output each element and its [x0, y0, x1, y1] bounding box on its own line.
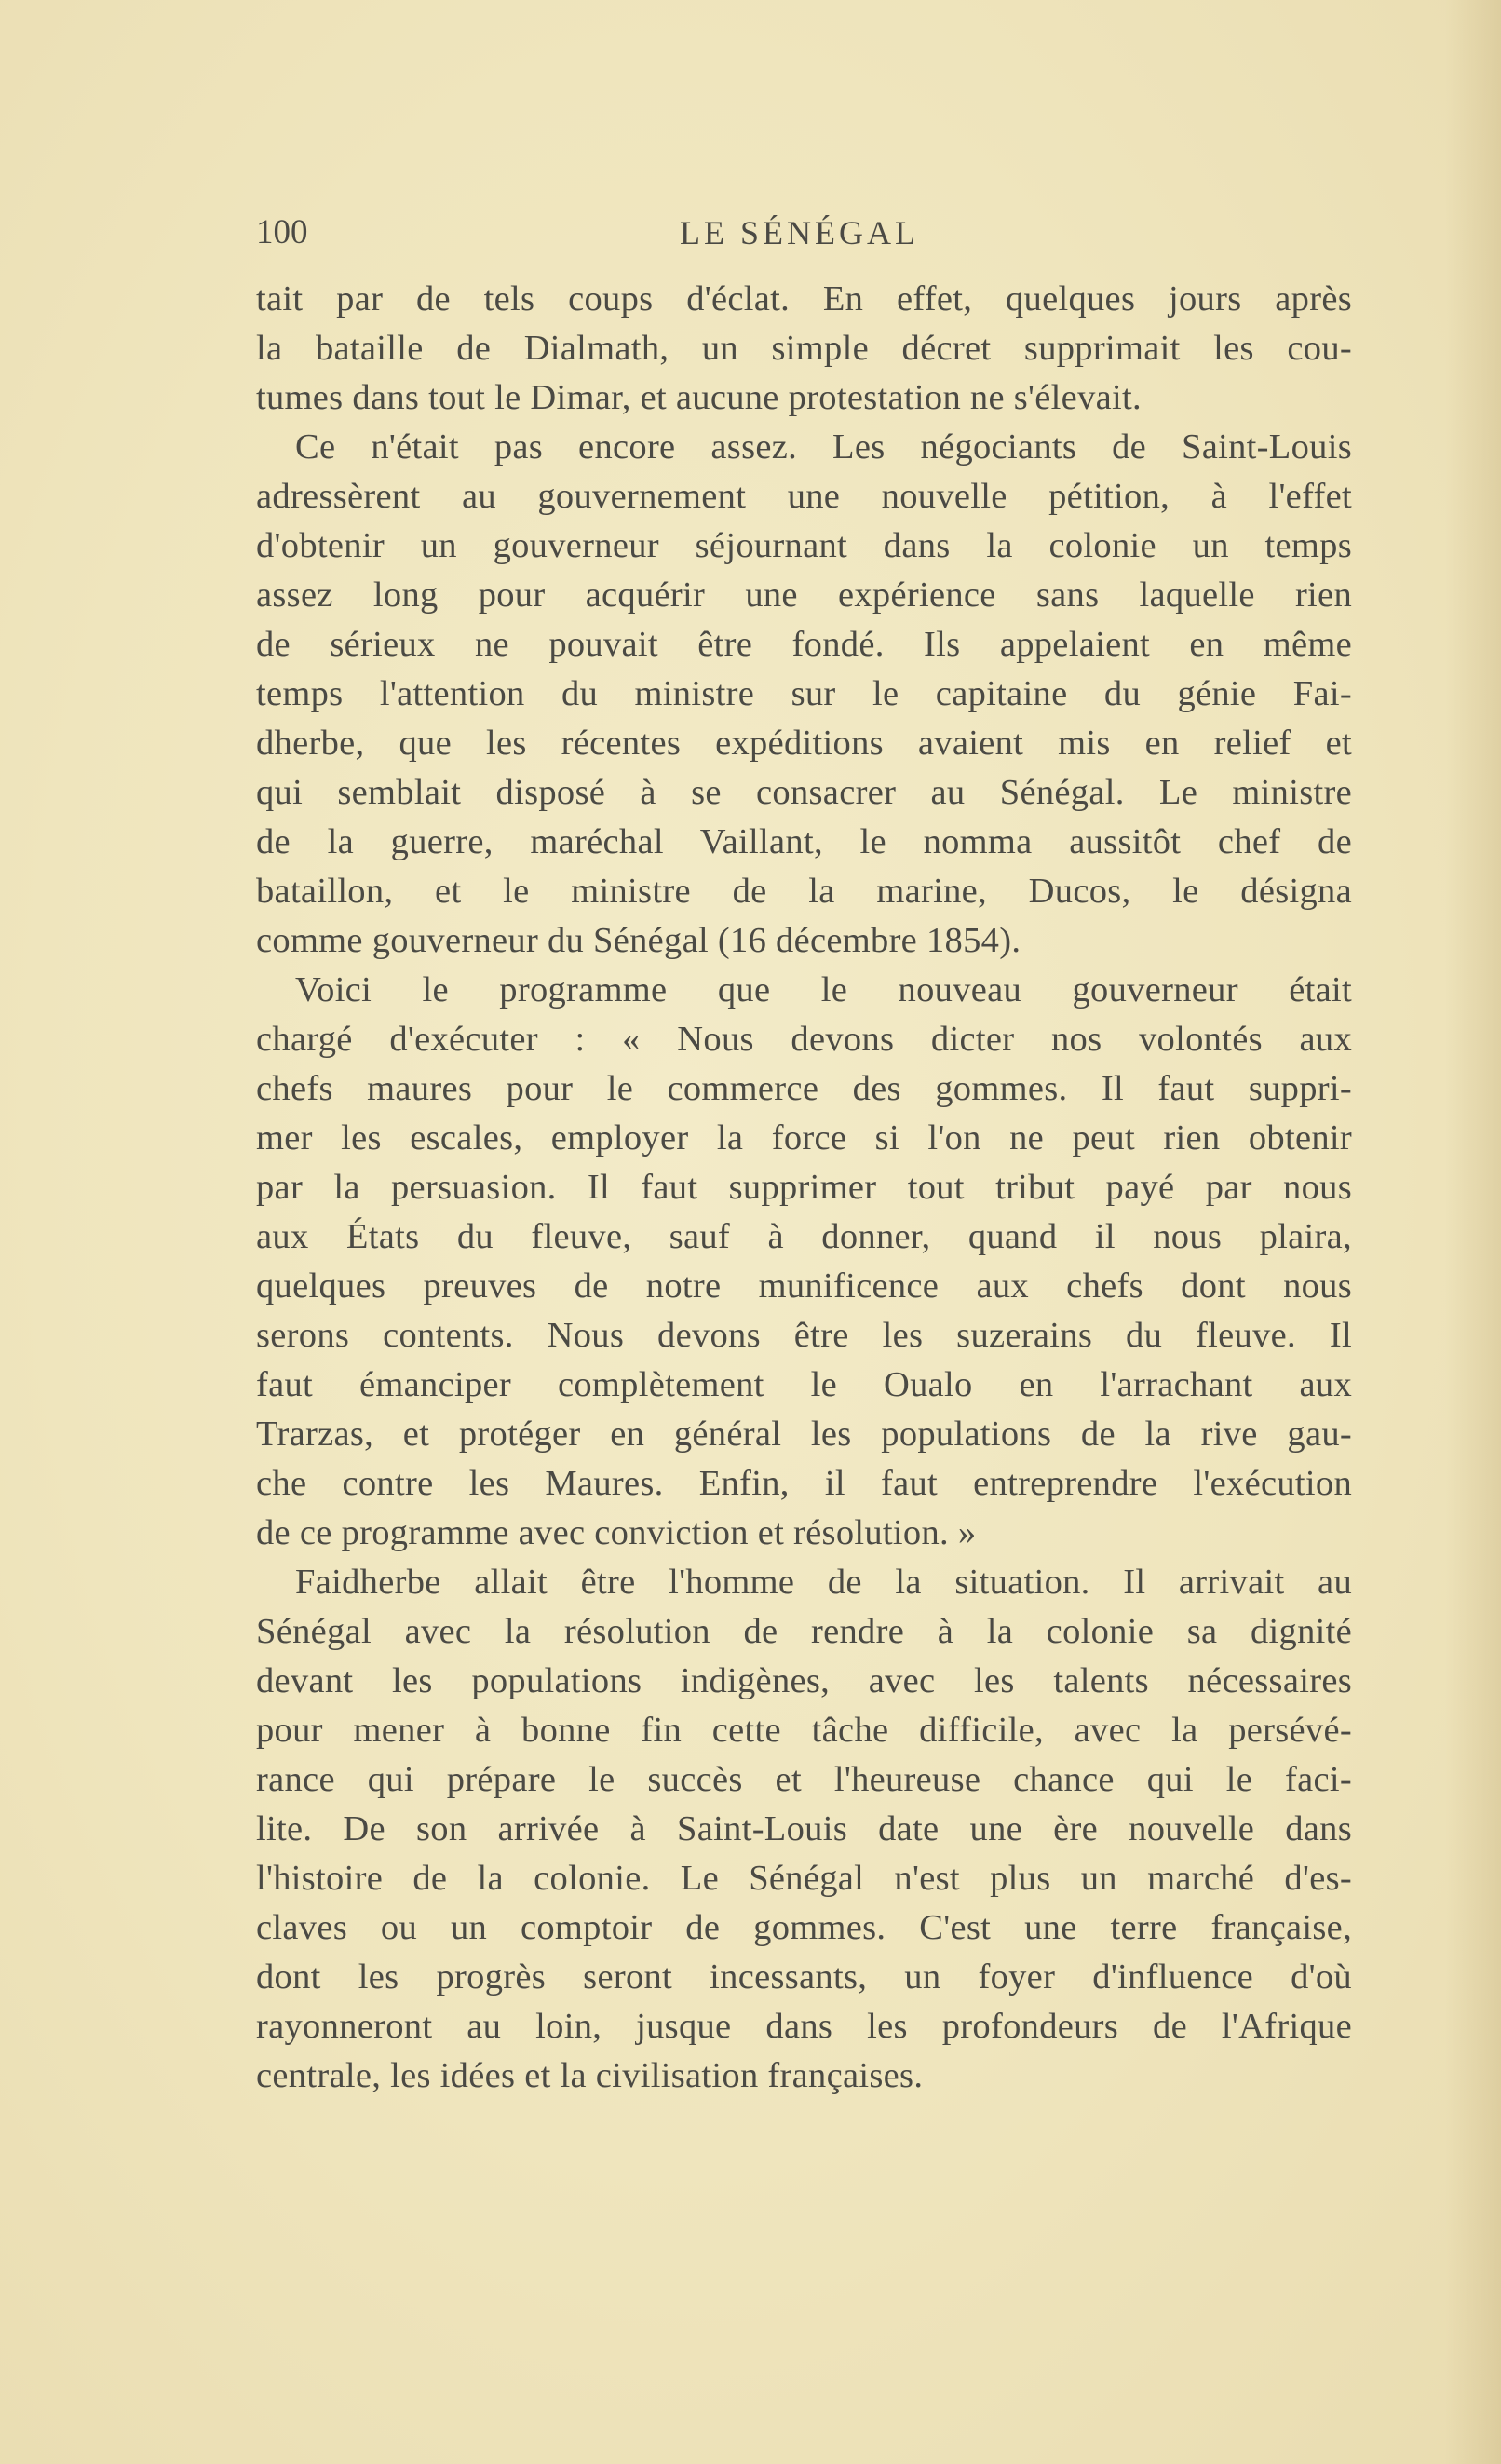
page-number: 100 [256, 213, 308, 251]
text-line: centrale, les idées et la civilisation françaises. [256, 2056, 924, 2095]
text-line: la bataille de Dialmath, un simple décret supprimait les cou- [256, 329, 1352, 368]
text-line: chefs maures pour le commerce des gommes. Il faut suppri- [256, 1069, 1352, 1108]
running-header [256, 207, 1352, 259]
text-line: bataillon, et le ministre de la marine, Ducos, le désigna [256, 872, 1352, 911]
text-line: de ce programme avec conviction et résolution. » [256, 1513, 977, 1552]
text-line: Sénégal avec la résolution de rendre à la colonie sa dignité [256, 1612, 1352, 1651]
text-line: serons contents. Nous devons être les suzerains du fleuve. Il [256, 1316, 1352, 1355]
page-edge-shadow [1445, 0, 1501, 2464]
text-line: comme gouverneur du Sénégal (16 décembre 1854). [256, 921, 1021, 960]
text-line: claves ou un comptoir de gommes. C'est une terre française, [256, 1908, 1352, 1947]
text-line: de la guerre, maréchal Vaillant, le nomma aussitôt chef de [256, 822, 1352, 861]
text-line: adressèrent au gouvernement une nouvelle pétition, à l'effet [256, 477, 1352, 516]
text-line: Ce n'était pas encore assez. Les négociants de Saint-Louis [295, 427, 1352, 467]
text-line: Faidherbe allait être l'homme de la situation. Il arrivait au [295, 1563, 1352, 1602]
text-line: pour mener à bonne fin cette tâche difficile, avec la persévé- [256, 1711, 1352, 1750]
text-line: aux États du fleuve, sauf à donner, quand il nous plaira, [256, 1217, 1352, 1256]
text-line: d'obtenir un gouverneur séjournant dans la colonie un temps [256, 526, 1352, 565]
text-line: quelques preuves de notre munificence aux chefs dont nous [256, 1266, 1352, 1306]
text-line: rayonneront au loin, jusque dans les profondeurs de l'Afrique [256, 2007, 1352, 2046]
text-line: lite. De son arrivée à Saint-Louis date une ère nouvelle dans [256, 1809, 1352, 1848]
text-line: devant les populations indigènes, avec les talents nécessaires [256, 1661, 1352, 1700]
text-line: rance qui prépare le succès et l'heureuse chance qui le faci- [256, 1760, 1352, 1799]
text-line: Voici le programme que le nouveau gouverneur était [295, 970, 1352, 1009]
text-line: temps l'attention du ministre sur le capitaine du génie Fai- [256, 674, 1352, 713]
text-line: dont les progrès seront incessants, un foyer d'influence d'où [256, 1957, 1352, 1997]
text-line: che contre les Maures. Enfin, il faut entreprendre l'exécution [256, 1464, 1352, 1503]
body-text [256, 275, 1352, 2101]
text-line: de sérieux ne pouvait être fondé. Ils appelaient en même [256, 625, 1352, 664]
text-line: par la persuasion. Il faut supprimer tout tribut payé par nous [256, 1168, 1352, 1207]
text-line: qui semblait disposé à se consacrer au Sénégal. Le ministre [256, 773, 1352, 812]
text-line: Trarzas, et protéger en général les populations de la rive gau- [256, 1415, 1352, 1454]
text-line: faut émanciper complètement le Oualo en l'arrachant aux [256, 1365, 1352, 1404]
text-line: chargé d'exécuter : « Nous devons dicter nos volontés aux [256, 1020, 1352, 1059]
text-line: l'histoire de la colonie. Le Sénégal n'est plus un marché d'es- [256, 1859, 1352, 1898]
running-title: LE SÉNÉGAL [680, 214, 919, 251]
text-line: dherbe, que les récentes expéditions avaient mis en relief et [256, 724, 1352, 763]
text-line: tumes dans tout le Dimar, et aucune protestation ne s'élevait. [256, 378, 1142, 417]
text-line: assez long pour acquérir une expérience sans laquelle rien [256, 575, 1352, 615]
text-line: tait par de tels coups d'éclat. En effet, quelques jours après [256, 279, 1352, 318]
text-line: mer les escales, employer la force si l'on ne peut rien obtenir [256, 1118, 1352, 1158]
